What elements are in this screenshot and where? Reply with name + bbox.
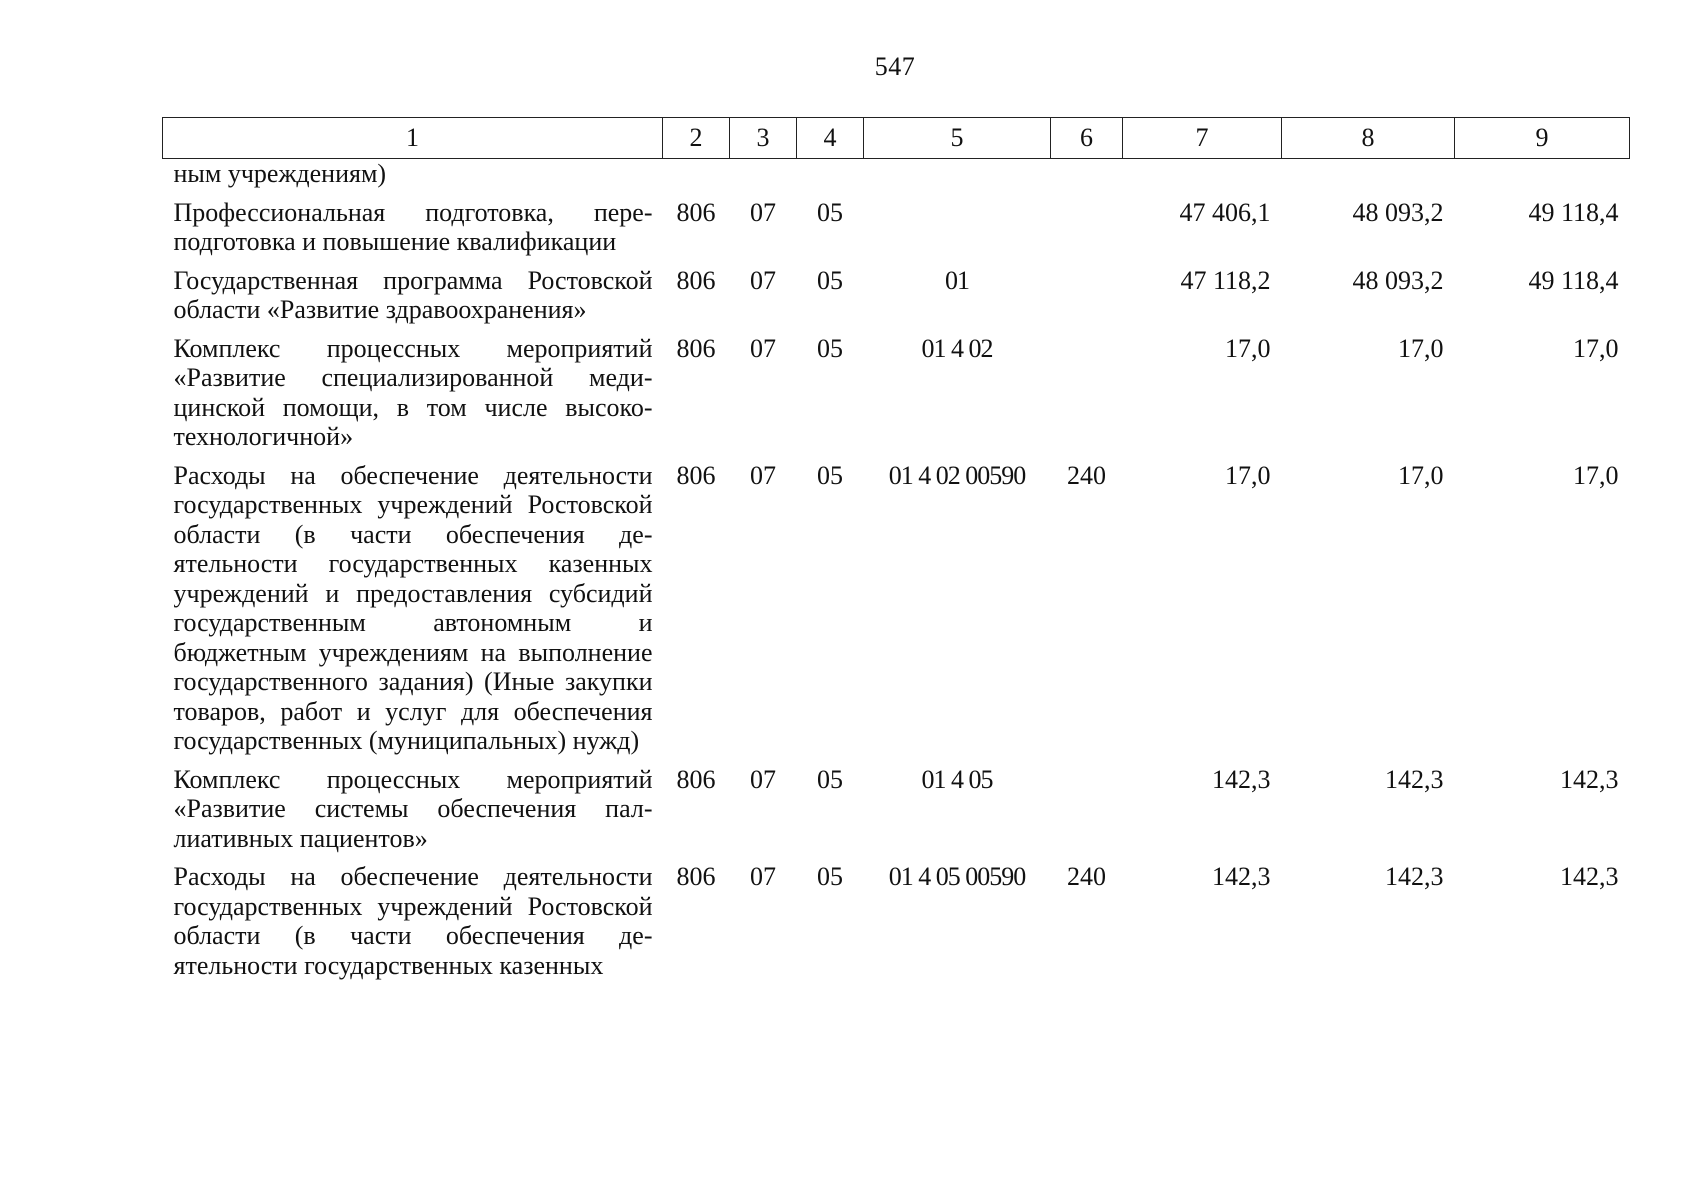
- column-header-4: 4: [797, 118, 864, 159]
- cell-amount-year1: [1123, 159, 1282, 198]
- cell-amount-year3: 142,3: [1560, 862, 1619, 891]
- cell-amount-year3: 142,3: [1560, 764, 1619, 794]
- table-row: [163, 765, 1630, 863]
- cell-section: 07: [750, 862, 776, 891]
- cell-amount-year2: [1282, 159, 1455, 198]
- row-description: Профессиональная подготовка, переподготовка и повышение квалификации: [173, 197, 653, 256]
- column-header-2: 2: [663, 118, 730, 159]
- cell-amount-year3: 17,0: [1573, 333, 1619, 363]
- cell-amount-year3: 49 118,4: [1528, 197, 1619, 227]
- cell-amount-year1: 47 406,1: [1179, 197, 1271, 227]
- cell-expense-type: [1051, 198, 1123, 266]
- cell-section: 07: [750, 265, 776, 295]
- cell-amount-year2: 48 093,2: [1352, 197, 1444, 227]
- cell-ministry: 806: [676, 197, 716, 227]
- cell-ministry: [663, 159, 730, 198]
- table-row: [163, 334, 1630, 461]
- cell-amount-year2: 17,0: [1398, 333, 1444, 363]
- column-header-7: 7: [1123, 118, 1282, 159]
- cell-amount-year1: 47 118,2: [1180, 265, 1271, 295]
- table-row: [163, 266, 1630, 334]
- cell-amount-year1: 142,3: [1212, 764, 1271, 794]
- column-header-3: 3: [730, 118, 797, 159]
- cell-section: 07: [750, 764, 776, 794]
- cell-amount-year2: 48 093,2: [1352, 265, 1444, 295]
- cell-amount-year1: 17,0: [1225, 460, 1271, 490]
- cell-ministry: 806: [676, 333, 716, 363]
- cell-subsection: [797, 159, 864, 198]
- row-description: Комплекс процессных мероприятий «Развитие системы обеспечения паллиативных пациентов»: [173, 764, 653, 853]
- table-row: [163, 198, 1630, 266]
- row-description: Расходы на обеспечение деятельности государственных учреждений Ростовской области (в части обеспечения деятельности государственных казенных учреждений и предоставления субсидий государственным автономным и бюджетным учреждениям на выполнение государственного задания) (Иные закупки товаров, работ и услуг для обеспечения государственных (муниципальных) нужд): [173, 460, 653, 755]
- cell-expense-type: [1051, 159, 1123, 198]
- cell-amount-year2: 142,3: [1385, 862, 1444, 891]
- cell-subsection: 05: [817, 265, 843, 295]
- cell-section: [730, 159, 797, 198]
- budget-table: [162, 117, 1630, 980]
- column-header-8: 8: [1282, 118, 1455, 159]
- cell-expense-type: [1051, 334, 1123, 461]
- cell-section: 07: [750, 197, 776, 227]
- column-header-5: 5: [864, 118, 1051, 159]
- table-header-row: [163, 118, 1630, 159]
- cell-expense-type: 240: [1067, 460, 1106, 490]
- cell-amount-year3: 49 118,4: [1528, 265, 1619, 295]
- cell-section: 07: [750, 460, 776, 490]
- cell-subsection: 05: [817, 197, 843, 227]
- cell-ministry: 806: [676, 862, 716, 891]
- cell-subsection: 05: [817, 333, 843, 363]
- table-row: [163, 461, 1630, 765]
- column-header-6: 6: [1051, 118, 1123, 159]
- row-description: Комплекс процессных мероприятий «Развитие специализированной медицинской помощи, в том числе высокотехнологичной»: [173, 333, 653, 451]
- cell-expense-type: [1051, 266, 1123, 334]
- cell-section: 07: [750, 333, 776, 363]
- page-number: 547: [874, 52, 916, 81]
- cell-amount-year3: [1455, 159, 1630, 198]
- cell-subsection: 05: [817, 862, 843, 891]
- table-row: [163, 159, 1630, 198]
- cell-target-article: 01: [945, 265, 969, 295]
- cell-target-article: 01 4 05: [921, 764, 993, 794]
- cell-target-article: [864, 198, 1051, 266]
- cell-amount-year3: 17,0: [1573, 460, 1619, 490]
- cell-ministry: 806: [676, 460, 716, 490]
- cell-amount-year2: 17,0: [1398, 460, 1444, 490]
- row-description: ным учреждениям): [173, 159, 387, 188]
- cell-ministry: 806: [676, 265, 716, 295]
- cell-amount-year1: 17,0: [1225, 333, 1271, 363]
- cell-target-article: 01 4 02 00590: [888, 460, 1026, 490]
- cell-expense-type: 240: [1067, 862, 1106, 891]
- cell-amount-year1: 142,3: [1212, 862, 1271, 891]
- row-description: Государственная программа Ростовской области «Развитие здравоохранения»: [173, 265, 653, 324]
- table-row: [163, 862, 1630, 980]
- column-header-1: 1: [163, 118, 663, 159]
- cell-subsection: 05: [817, 460, 843, 490]
- cell-expense-type: [1051, 765, 1123, 863]
- cell-amount-year2: 142,3: [1385, 764, 1444, 794]
- cell-target-article: 01 4 02: [921, 333, 993, 363]
- row-description: Расходы на обеспечение деятельности государственных учреждений Ростовской области (в части обеспечения деятельности государственных казенных: [173, 862, 653, 980]
- cell-target-article: 01 4 05 00590: [888, 862, 1026, 891]
- column-header-9: 9: [1455, 118, 1630, 159]
- cell-target-article: [864, 159, 1051, 198]
- cell-ministry: 806: [676, 764, 716, 794]
- cell-subsection: 05: [817, 764, 843, 794]
